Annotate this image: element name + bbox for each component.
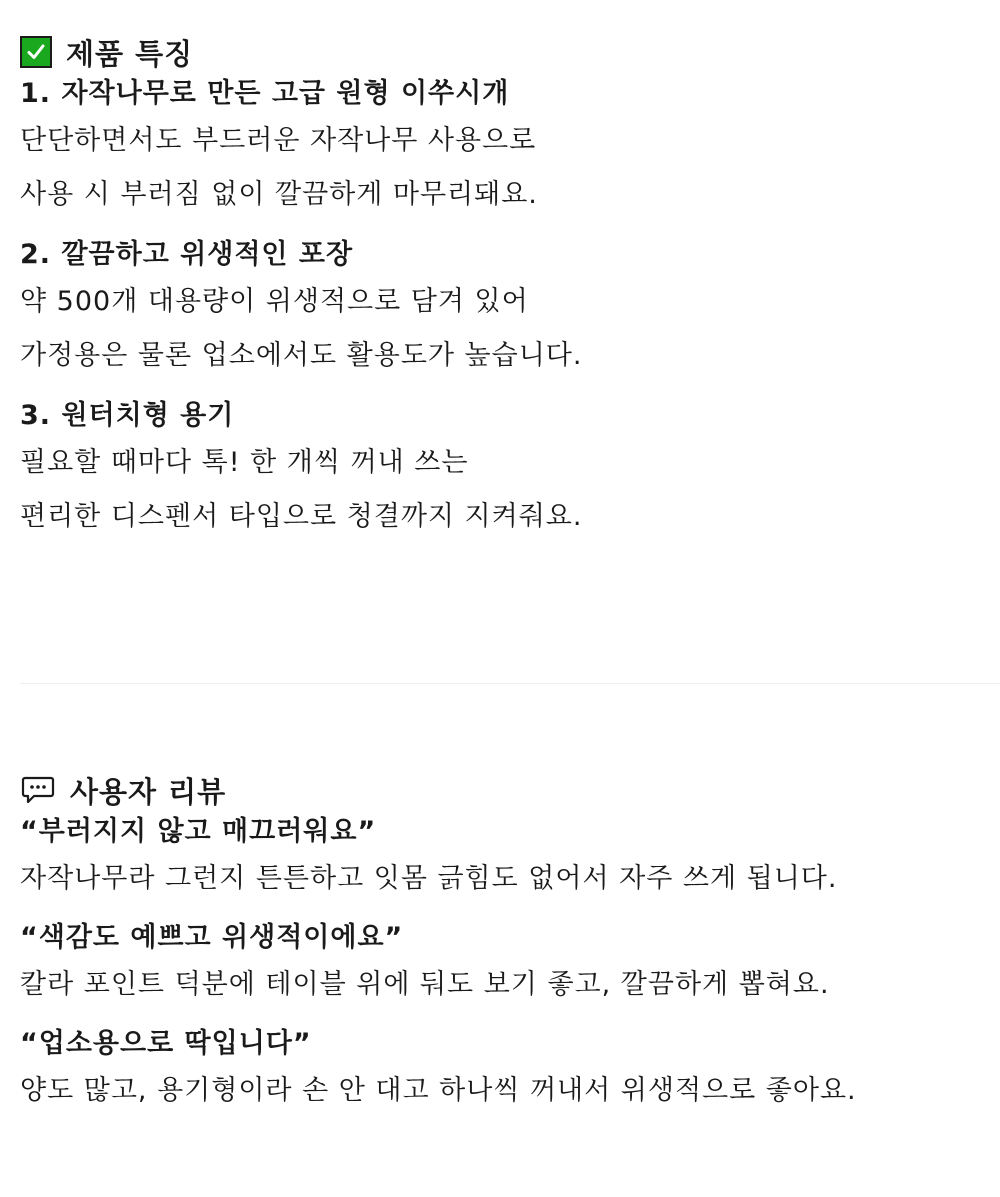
- feature-line: 단단하면서도 부드러운 자작나무 사용으로: [20, 125, 537, 156]
- speech-bubble-icon: [20, 774, 56, 806]
- feature-line: 약 500개 대용량이 위생적으로 담겨 있어: [20, 286, 529, 317]
- features-title: 제품 특징: [66, 36, 194, 71]
- check-mark-button-icon: [20, 36, 52, 68]
- reviews-header: [20, 768, 1000, 812]
- review-title: “부러지지 않고 매끄러워요”: [20, 816, 377, 847]
- review-item: [20, 918, 1000, 1012]
- reviews-section: [20, 768, 1000, 1118]
- feature-title: 3. 원터치형 용기: [20, 400, 235, 431]
- review-body: 자작나무라 그런지 튼튼하고 잇몸 긁힘도 없어서 자주 쓰게 됩니다.: [20, 863, 838, 894]
- features-section: [20, 30, 1000, 544]
- review-title: “색감도 예쁘고 위생적이에요”: [20, 922, 404, 953]
- review-title: “업소용으로 딱입니다”: [20, 1028, 312, 1059]
- section-divider: [20, 683, 1000, 684]
- feature-line: 편리한 디스펜서 타입으로 청결까지 지켜줘요.: [20, 501, 583, 532]
- review-item: [20, 1024, 1000, 1118]
- feature-line: 가정용은 물론 업소에서도 활용도가 높습니다.: [20, 340, 583, 371]
- features-header: [20, 30, 1000, 74]
- review-body: 양도 많고, 용기형이라 손 안 대고 하나씩 꺼내서 위생적으로 좋아요.: [20, 1075, 857, 1106]
- feature-line: 사용 시 부러짐 없이 깔끔하게 마무리돼요.: [20, 179, 538, 210]
- feature-title: 2. 깔끔하고 위생적인 포장: [20, 239, 354, 270]
- review-body: 칼라 포인트 덕분에 테이블 위에 둬도 보기 좋고, 깔끔하게 뽑혀요.: [20, 969, 830, 1000]
- feature-line: 필요할 때마다 톡! 한 개씩 꺼내 쓰는: [20, 447, 469, 478]
- feature-item: [20, 235, 1000, 383]
- reviews-title: 사용자 리뷰: [70, 774, 227, 809]
- review-item: [20, 812, 1000, 906]
- feature-title: 1. 자작나무로 만든 고급 원형 이쑤시개: [20, 78, 510, 109]
- feature-item: [20, 396, 1000, 544]
- feature-item: [20, 74, 1000, 222]
